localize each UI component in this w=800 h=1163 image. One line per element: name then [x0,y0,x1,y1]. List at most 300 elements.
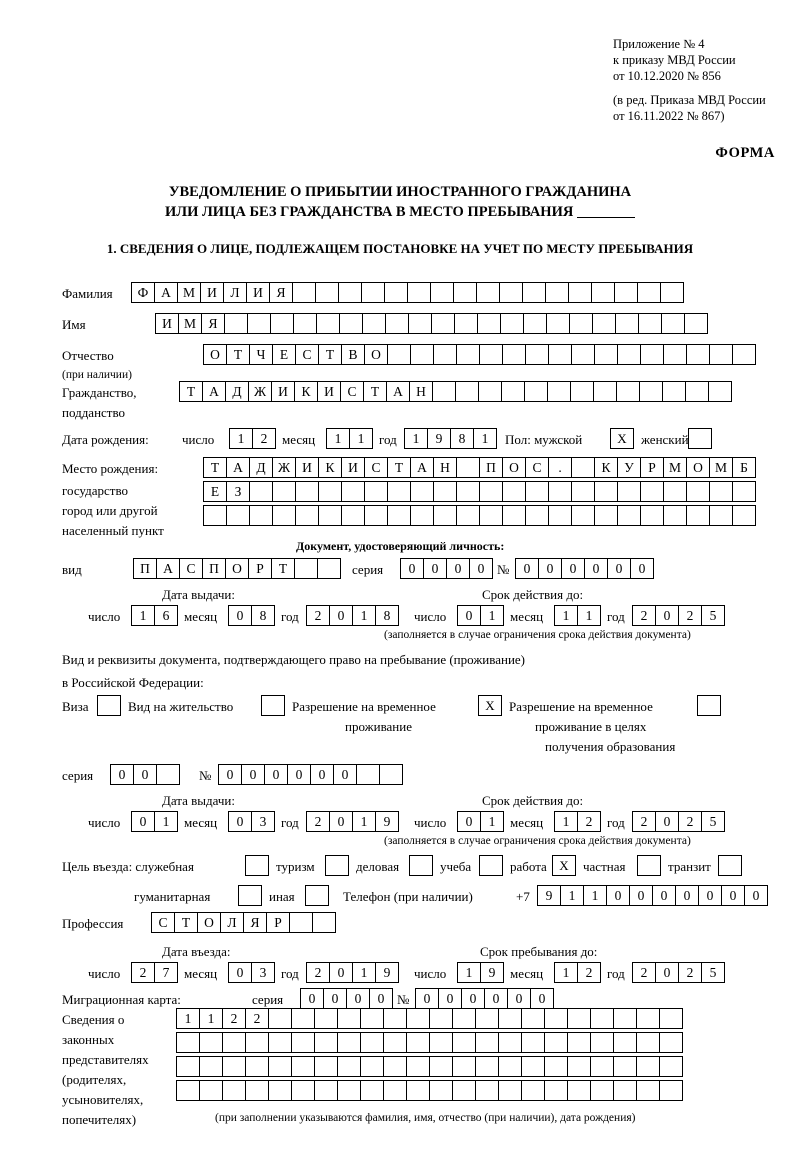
char-cell[interactable] [594,344,618,365]
stay-until-year-boxes[interactable] [632,962,724,983]
char-cell[interactable] [475,1080,499,1101]
char-cell[interactable] [732,344,756,365]
char-cell[interactable] [521,1056,545,1077]
char-cell[interactable]: 2 [632,811,656,832]
char-cell[interactable] [567,1056,591,1077]
char-cell[interactable] [292,282,316,303]
char-cell[interactable] [314,1032,338,1053]
char-cell[interactable]: Л [220,912,244,933]
char-cell[interactable]: П [133,558,157,579]
purpose-study-checkbox[interactable] [479,855,503,876]
char-cell[interactable]: 0 [333,764,357,785]
char-cell[interactable] [316,313,340,334]
char-cell[interactable] [456,457,480,478]
char-cell[interactable] [660,282,684,303]
char-cell[interactable] [545,282,569,303]
char-cell[interactable] [659,1080,683,1101]
doc-valid-day-boxes[interactable] [457,605,503,626]
char-cell[interactable] [521,1008,545,1029]
char-cell[interactable] [479,344,503,365]
citizenship-boxes[interactable] [179,381,731,402]
char-cell[interactable]: 0 [300,988,324,1009]
char-cell[interactable]: 2 [306,811,330,832]
char-cell[interactable] [548,344,572,365]
char-cell[interactable]: 1 [154,811,178,832]
char-cell[interactable] [615,313,639,334]
char-cell[interactable]: 1 [480,811,504,832]
char-cell[interactable] [663,481,687,502]
char-cell[interactable]: 0 [484,988,508,1009]
char-cell[interactable]: Ф [131,282,155,303]
char-cell[interactable]: 0 [346,988,370,1009]
char-cell[interactable]: Т [226,344,250,365]
char-cell[interactable] [291,1056,315,1077]
char-cell[interactable]: 9 [480,962,504,983]
char-cell[interactable] [431,313,455,334]
char-cell[interactable]: М [709,457,733,478]
doc-number-boxes[interactable] [515,558,653,579]
char-cell[interactable]: Б [732,457,756,478]
char-cell[interactable] [364,481,388,502]
char-cell[interactable]: 0 [655,605,679,626]
char-cell[interactable] [272,505,296,526]
legal-rep-row-4[interactable] [176,1080,682,1101]
char-cell[interactable]: 0 [446,558,470,579]
doc-issue-year-boxes[interactable] [306,605,398,626]
char-cell[interactable]: 0 [369,988,393,1009]
char-cell[interactable] [663,344,687,365]
char-cell[interactable]: 0 [415,988,439,1009]
char-cell[interactable]: С [364,457,388,478]
char-cell[interactable]: 0 [323,988,347,1009]
entry-year-boxes[interactable] [306,962,398,983]
char-cell[interactable] [479,505,503,526]
char-cell[interactable]: С [179,558,203,579]
birth-year-boxes[interactable] [404,428,496,449]
char-cell[interactable]: 2 [678,962,702,983]
char-cell[interactable] [429,1008,453,1029]
char-cell[interactable] [454,313,478,334]
char-cell[interactable] [429,1032,453,1053]
char-cell[interactable]: 3 [251,811,275,832]
sex-female-checkbox[interactable] [688,428,712,449]
char-cell[interactable] [567,1080,591,1101]
char-cell[interactable]: 2 [632,605,656,626]
char-cell[interactable] [245,1032,269,1053]
char-cell[interactable] [663,505,687,526]
char-cell[interactable] [203,505,227,526]
char-cell[interactable]: 0 [507,988,531,1009]
char-cell[interactable] [341,505,365,526]
stay-valid-day-boxes[interactable] [457,811,503,832]
char-cell[interactable]: Ч [249,344,273,365]
char-cell[interactable]: 0 [655,962,679,983]
char-cell[interactable]: М [177,282,201,303]
char-cell[interactable] [638,313,662,334]
char-cell[interactable]: 1 [554,605,578,626]
char-cell[interactable] [594,505,618,526]
char-cell[interactable] [590,1056,614,1077]
char-cell[interactable] [548,481,572,502]
char-cell[interactable] [317,558,341,579]
char-cell[interactable]: Н [433,457,457,478]
char-cell[interactable] [387,481,411,502]
char-cell[interactable] [222,1080,246,1101]
entry-day-boxes[interactable] [131,962,177,983]
char-cell[interactable] [224,313,248,334]
char-cell[interactable] [475,1032,499,1053]
char-cell[interactable]: 0 [675,885,699,906]
char-cell[interactable] [429,1056,453,1077]
mig-series-boxes[interactable] [300,988,392,1009]
entry-month-boxes[interactable] [228,962,274,983]
stay-until-day-boxes[interactable] [457,962,503,983]
char-cell[interactable] [408,313,432,334]
stay-issue-month-boxes[interactable] [228,811,274,832]
char-cell[interactable] [732,481,756,502]
char-cell[interactable]: 0 [228,605,252,626]
char-cell[interactable] [452,1032,476,1053]
char-cell[interactable] [433,505,457,526]
char-cell[interactable] [571,344,595,365]
char-cell[interactable]: С [525,457,549,478]
char-cell[interactable]: К [294,381,318,402]
char-cell[interactable]: 2 [678,605,702,626]
stay-series-boxes[interactable] [110,764,179,785]
char-cell[interactable]: 0 [530,988,554,1009]
char-cell[interactable] [502,344,526,365]
char-cell[interactable] [383,1056,407,1077]
profession-boxes[interactable] [151,912,335,933]
char-cell[interactable] [614,282,638,303]
char-cell[interactable]: С [151,912,175,933]
char-cell[interactable] [337,1056,361,1077]
char-cell[interactable]: 0 [744,885,768,906]
char-cell[interactable]: 1 [199,1008,223,1029]
purpose-private-checkbox[interactable] [637,855,661,876]
char-cell[interactable]: М [178,313,202,334]
edu-residence-checkbox[interactable] [697,695,721,716]
char-cell[interactable]: Я [201,313,225,334]
char-cell[interactable] [364,505,388,526]
purpose-humanitarian-checkbox[interactable] [238,885,262,906]
char-cell[interactable] [384,282,408,303]
char-cell[interactable]: И [271,381,295,402]
char-cell[interactable]: 0 [133,764,157,785]
char-cell[interactable]: 2 [678,811,702,832]
char-cell[interactable] [590,1080,614,1101]
char-cell[interactable] [406,1008,430,1029]
stay-number-boxes[interactable] [218,764,402,785]
char-cell[interactable] [640,481,664,502]
char-cell[interactable] [362,313,386,334]
legal-rep-row-1[interactable] [176,1008,682,1029]
char-cell[interactable]: 2 [306,962,330,983]
char-cell[interactable]: 0 [538,558,562,579]
char-cell[interactable] [337,1032,361,1053]
char-cell[interactable] [226,505,250,526]
char-cell[interactable]: 6 [154,605,178,626]
doc-kind-boxes[interactable] [133,558,340,579]
char-cell[interactable]: Р [640,457,664,478]
char-cell[interactable] [293,313,317,334]
char-cell[interactable]: З [226,481,250,502]
char-cell[interactable] [569,313,593,334]
char-cell[interactable] [636,1008,660,1029]
char-cell[interactable] [295,481,319,502]
char-cell[interactable]: 0 [218,764,242,785]
purpose-transit-checkbox[interactable] [718,855,742,876]
char-cell[interactable] [406,1056,430,1077]
char-cell[interactable]: 0 [469,558,493,579]
char-cell[interactable]: О [502,457,526,478]
char-cell[interactable]: 1 [577,605,601,626]
char-cell[interactable]: Т [271,558,295,579]
char-cell[interactable] [544,1056,568,1077]
char-cell[interactable] [341,481,365,502]
char-cell[interactable] [410,344,434,365]
char-cell[interactable] [524,381,548,402]
legal-rep-row-2[interactable] [176,1032,682,1053]
char-cell[interactable] [475,1056,499,1077]
char-cell[interactable]: 1 [554,811,578,832]
char-cell[interactable] [525,344,549,365]
char-cell[interactable] [617,481,641,502]
char-cell[interactable]: 9 [375,811,399,832]
char-cell[interactable] [268,1080,292,1101]
char-cell[interactable]: У [617,457,641,478]
char-cell[interactable]: Т [318,344,342,365]
char-cell[interactable]: М [663,457,687,478]
purpose-tourism-checkbox[interactable] [325,855,349,876]
char-cell[interactable] [544,1032,568,1053]
char-cell[interactable] [590,1032,614,1053]
char-cell[interactable]: 0 [131,811,155,832]
char-cell[interactable]: 0 [629,885,653,906]
char-cell[interactable]: Н [409,381,433,402]
char-cell[interactable]: И [200,282,224,303]
char-cell[interactable] [522,282,546,303]
char-cell[interactable]: 0 [515,558,539,579]
char-cell[interactable] [410,505,434,526]
char-cell[interactable] [613,1008,637,1029]
char-cell[interactable] [570,381,594,402]
char-cell[interactable]: К [318,457,342,478]
char-cell[interactable]: 0 [457,811,481,832]
char-cell[interactable]: 0 [652,885,676,906]
char-cell[interactable]: О [203,344,227,365]
char-cell[interactable] [636,1056,660,1077]
char-cell[interactable]: А [226,457,250,478]
char-cell[interactable] [499,282,523,303]
char-cell[interactable] [617,505,641,526]
char-cell[interactable] [498,1008,522,1029]
char-cell[interactable]: 0 [461,988,485,1009]
char-cell[interactable] [547,381,571,402]
char-cell[interactable] [685,381,709,402]
doc-valid-year-boxes[interactable] [632,605,724,626]
char-cell[interactable] [314,1008,338,1029]
char-cell[interactable]: 0 [310,764,334,785]
char-cell[interactable] [176,1080,200,1101]
char-cell[interactable] [452,1080,476,1101]
char-cell[interactable]: 1 [554,962,578,983]
char-cell[interactable]: 2 [131,962,155,983]
char-cell[interactable] [523,313,547,334]
char-cell[interactable] [732,505,756,526]
char-cell[interactable] [613,1032,637,1053]
birth-place-city-boxes-2[interactable] [203,505,755,526]
char-cell[interactable]: Ж [248,381,272,402]
char-cell[interactable] [521,1032,545,1053]
char-cell[interactable]: О [686,457,710,478]
char-cell[interactable] [567,1032,591,1053]
char-cell[interactable]: Т [363,381,387,402]
surname-boxes[interactable] [131,282,683,303]
birth-month-boxes[interactable] [326,428,372,449]
char-cell[interactable]: И [246,282,270,303]
char-cell[interactable]: 0 [721,885,745,906]
char-cell[interactable] [456,481,480,502]
char-cell[interactable]: 2 [577,962,601,983]
char-cell[interactable] [291,1080,315,1101]
char-cell[interactable] [245,1080,269,1101]
char-cell[interactable] [429,1080,453,1101]
char-cell[interactable] [268,1056,292,1077]
char-cell[interactable]: 0 [241,764,265,785]
char-cell[interactable]: 8 [450,428,474,449]
char-cell[interactable] [383,1032,407,1053]
char-cell[interactable] [339,313,363,334]
char-cell[interactable]: 5 [701,605,725,626]
char-cell[interactable] [659,1032,683,1053]
char-cell[interactable]: 0 [438,988,462,1009]
char-cell[interactable] [387,344,411,365]
char-cell[interactable]: 8 [375,605,399,626]
char-cell[interactable]: Ж [272,457,296,478]
char-cell[interactable]: 0 [606,885,630,906]
char-cell[interactable] [659,1056,683,1077]
char-cell[interactable] [662,381,686,402]
char-cell[interactable] [245,1056,269,1077]
char-cell[interactable]: . [548,457,572,478]
char-cell[interactable] [360,1080,384,1101]
char-cell[interactable] [525,505,549,526]
birth-place-state-boxes[interactable] [203,457,755,478]
char-cell[interactable]: Е [272,344,296,365]
char-cell[interactable] [617,344,641,365]
char-cell[interactable]: О [197,912,221,933]
char-cell[interactable]: П [202,558,226,579]
char-cell[interactable] [708,381,732,402]
char-cell[interactable]: 2 [222,1008,246,1029]
char-cell[interactable] [501,381,525,402]
stay-issue-day-boxes[interactable] [131,811,177,832]
char-cell[interactable]: 5 [701,811,725,832]
char-cell[interactable] [571,481,595,502]
char-cell[interactable] [521,1080,545,1101]
char-cell[interactable]: 1 [131,605,155,626]
char-cell[interactable] [272,481,296,502]
char-cell[interactable] [176,1056,200,1077]
char-cell[interactable]: П [479,457,503,478]
char-cell[interactable] [222,1056,246,1077]
stay-valid-month-boxes[interactable] [554,811,600,832]
char-cell[interactable]: Л [223,282,247,303]
char-cell[interactable]: Т [174,912,198,933]
char-cell[interactable] [312,912,336,933]
char-cell[interactable] [544,1008,568,1029]
char-cell[interactable] [383,1080,407,1101]
birth-place-city-boxes[interactable] [203,481,755,502]
char-cell[interactable] [295,505,319,526]
char-cell[interactable] [567,1008,591,1029]
char-cell[interactable] [686,344,710,365]
char-cell[interactable]: 2 [252,428,276,449]
char-cell[interactable]: 0 [228,811,252,832]
char-cell[interactable] [571,457,595,478]
char-cell[interactable]: Д [225,381,249,402]
char-cell[interactable] [410,481,434,502]
char-cell[interactable] [356,764,380,785]
char-cell[interactable]: 0 [228,962,252,983]
char-cell[interactable] [592,313,616,334]
char-cell[interactable]: 0 [607,558,631,579]
char-cell[interactable]: 0 [457,605,481,626]
char-cell[interactable] [590,1008,614,1029]
char-cell[interactable]: А [202,381,226,402]
patronymic-boxes[interactable] [203,344,755,365]
stay-issue-year-boxes[interactable] [306,811,398,832]
char-cell[interactable] [477,313,501,334]
char-cell[interactable] [478,381,502,402]
char-cell[interactable] [544,1080,568,1101]
char-cell[interactable] [247,313,271,334]
char-cell[interactable] [199,1032,223,1053]
char-cell[interactable] [387,505,411,526]
char-cell[interactable] [498,1080,522,1101]
char-cell[interactable] [406,1032,430,1053]
char-cell[interactable] [686,505,710,526]
char-cell[interactable] [709,481,733,502]
char-cell[interactable] [616,381,640,402]
char-cell[interactable] [546,313,570,334]
char-cell[interactable] [684,313,708,334]
char-cell[interactable]: 0 [329,811,353,832]
char-cell[interactable] [498,1056,522,1077]
char-cell[interactable]: 0 [110,764,134,785]
char-cell[interactable] [361,282,385,303]
char-cell[interactable]: Т [203,457,227,478]
char-cell[interactable]: Т [387,457,411,478]
char-cell[interactable]: О [364,344,388,365]
mig-number-boxes[interactable] [415,988,553,1009]
stay-valid-year-boxes[interactable] [632,811,724,832]
char-cell[interactable] [379,764,403,785]
char-cell[interactable] [636,1032,660,1053]
char-cell[interactable] [268,1008,292,1029]
char-cell[interactable] [548,505,572,526]
char-cell[interactable] [294,558,318,579]
char-cell[interactable] [432,381,456,402]
char-cell[interactable]: 1 [457,962,481,983]
char-cell[interactable]: 9 [427,428,451,449]
char-cell[interactable]: 1 [326,428,350,449]
char-cell[interactable]: Е [203,481,227,502]
char-cell[interactable]: 1 [352,811,376,832]
char-cell[interactable] [199,1056,223,1077]
char-cell[interactable]: Д [249,457,273,478]
